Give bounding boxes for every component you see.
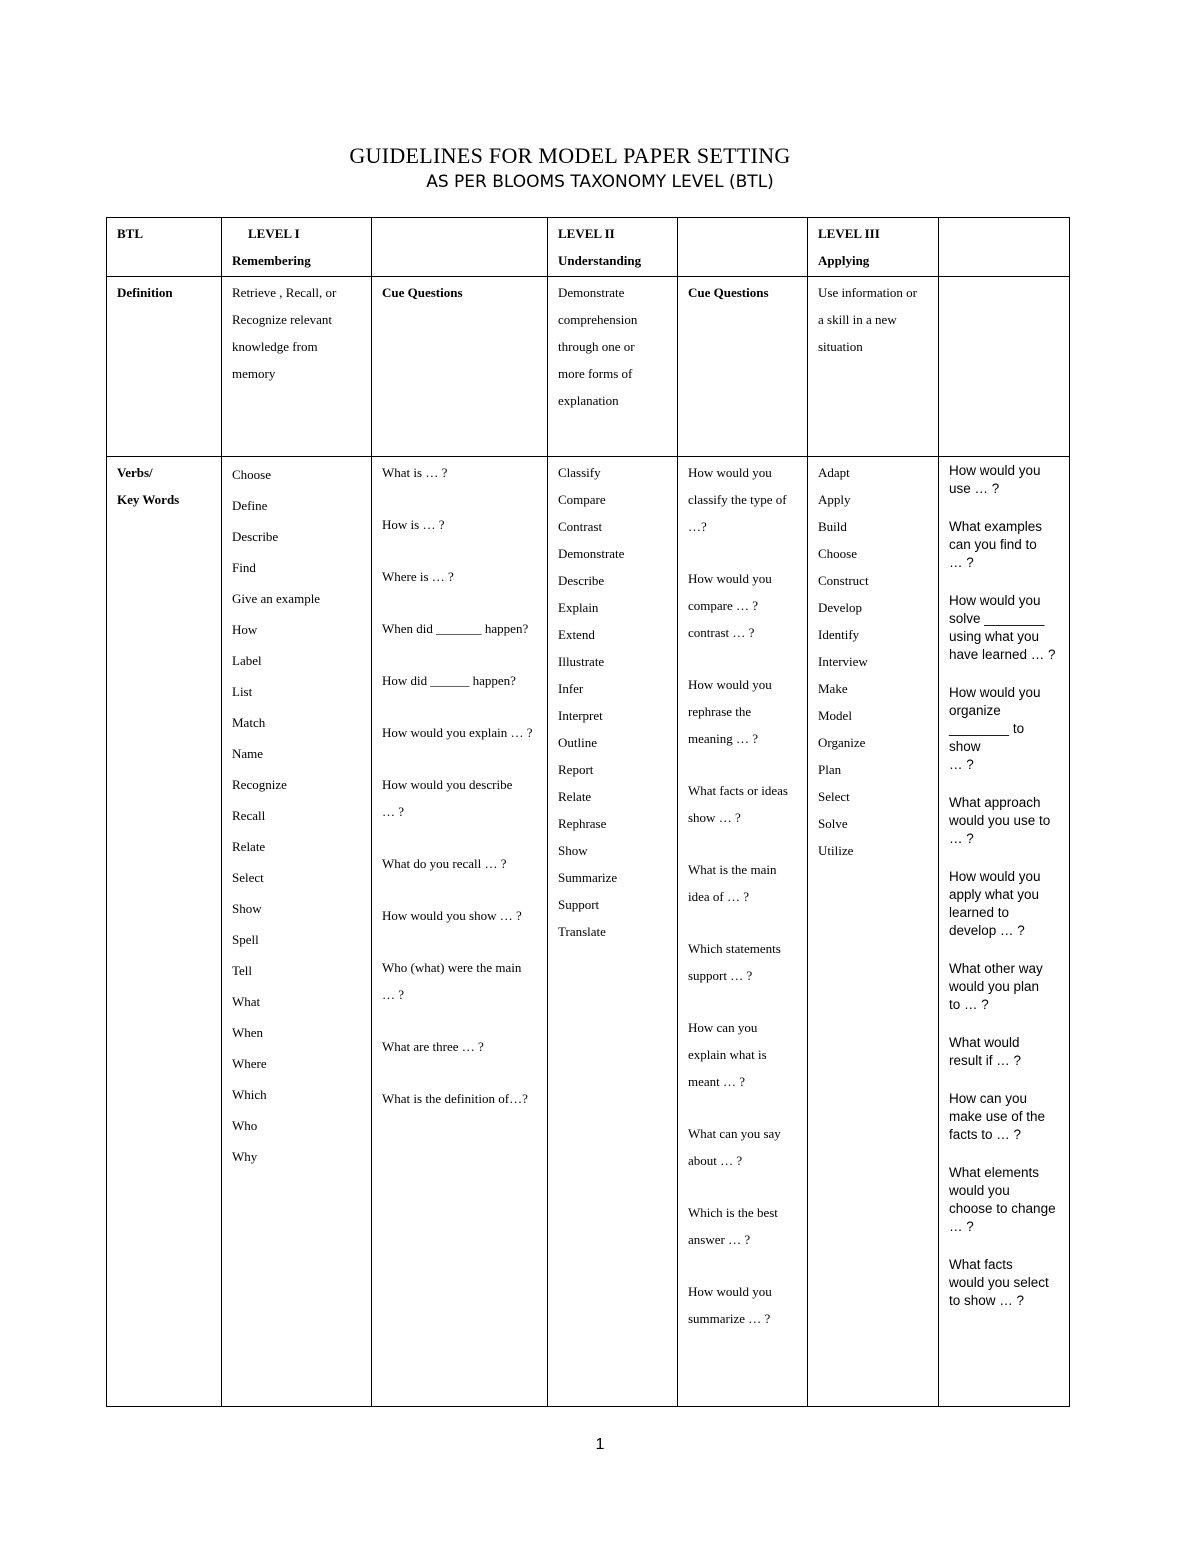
cue-question [382,511,537,538]
cue-question [382,850,537,877]
btl-table [106,217,1070,1407]
cue-question [949,592,1059,664]
cue-label-1-cell [372,277,548,457]
definition-row [107,277,1070,457]
cue-question [949,794,1059,848]
cue-question-line: meaning … ? [688,731,759,746]
cue-question-line: How would you [949,685,1041,700]
cue-question-line: Who (what) were the main [382,960,522,975]
cue-question-line: would you plan [949,979,1040,994]
cue-question [382,667,537,694]
level1-definition [222,277,372,457]
cue-question-line: What examples [949,519,1043,534]
list-item: Recall [232,808,266,823]
cue-question-line: How would you explain … ? [382,725,533,740]
cue-question-line: about … ? [688,1153,743,1168]
list-item: Contrast [558,519,603,534]
page-number: 1 [595,1436,605,1453]
list-item: Classify [558,465,601,480]
cue-question-line: How did ______ happen? [382,673,516,688]
list-item: Identify [818,627,860,642]
level1-name: Remembering [232,253,311,268]
cue-question-line: How can you [949,1091,1028,1106]
verbs-label-cell [107,457,222,1407]
cue-question [949,684,1059,774]
cue-question-line: What is the main [688,862,777,877]
cue-question-line: apply what you [949,887,1040,902]
list-item: Match [232,715,266,730]
cue-question-line: How would you describe [382,777,513,792]
cue-question-line: to show … ? [949,1293,1025,1308]
list-item: through one or [558,339,635,354]
level1-cues [372,457,548,1407]
list-item: Demonstrate [558,285,625,300]
list-item: Solve [818,816,848,831]
list-item: Who [232,1118,258,1133]
level2-cues [678,457,808,1407]
cue-question [949,1090,1059,1144]
cue-question-line: Where is … ? [382,569,454,584]
list-item: Recognize [232,777,287,792]
list-item: Compare [558,492,606,507]
cue-question-line: What do you recall … ? [382,856,507,871]
cue-question [949,1256,1059,1310]
list-item: Outline [558,735,597,750]
cue-question [688,1120,797,1174]
key-words-label: Key Words [117,492,180,507]
list-item: Select [232,870,264,885]
list-item: Interview [818,654,868,669]
cue-question-line: organize [949,703,1001,718]
cue-question [688,856,797,910]
cue-question [688,565,797,646]
list-item: Report [558,762,594,777]
cue-questions-label: Cue Questions [382,285,463,300]
cue-question-line: ________ to show [949,721,1025,754]
cue-question [688,1014,797,1095]
cue-question-line: How would you [949,593,1041,608]
cue-question-line: … ? [382,987,405,1002]
list-item: Choose [818,546,857,561]
cue-question [949,462,1059,498]
level1-label: LEVEL I [248,226,300,241]
list-item: Find [232,560,256,575]
level3-label: LEVEL III [818,226,880,241]
header-empty-2 [678,218,808,277]
cue-question [688,1199,797,1253]
cue-question-line: How would you [688,1284,772,1299]
list-item: Relate [232,839,266,854]
cue-question [688,1278,797,1332]
cue-questions-label: Cue Questions [688,285,769,300]
cue-question [382,1033,537,1060]
cue-question-line: to … ? [949,997,989,1012]
list-item: Construct [818,573,869,588]
list-item: Utilize [818,843,854,858]
list-item: Translate [558,924,606,939]
cue-question-line: What are three … ? [382,1039,484,1054]
cue-question-line: What facts [949,1257,1013,1272]
cue-question-line: What other way [949,961,1043,976]
list-item: Name [232,746,264,761]
cue-question [382,902,537,929]
list-item: Make [818,681,848,696]
list-item: Show [232,901,262,916]
list-item: Spell [232,932,259,947]
cue-question-line: would you select [949,1275,1049,1290]
list-item: Why [232,1149,258,1164]
cue-question-line: idea of … ? [688,889,750,904]
level3-verbs [808,457,939,1407]
list-item: knowledge from [232,339,318,354]
level3-name: Applying [818,253,870,268]
definition-empty-cell [939,277,1070,457]
list-item: Explain [558,600,599,615]
level3-definition [808,277,939,457]
list-item: Give an example [232,591,321,606]
cue-question-line: contrast … ? [688,625,755,640]
cue-question-line: rephrase the [688,704,752,719]
header-empty-3 [939,218,1070,277]
list-item: How [232,622,258,637]
list-item: situation [818,339,863,354]
list-item: memory [232,366,276,381]
cue-question-line: What would [949,1035,1020,1050]
cue-question [382,459,537,486]
header-row [107,218,1070,277]
cue-question-line: How would you [949,869,1041,884]
cue-question [382,563,537,590]
list-item: Organize [818,735,866,750]
list-item: Label [232,653,262,668]
cue-question-line: make use of the [949,1109,1046,1124]
cue-question [688,935,797,989]
cue-question-line: How is … ? [382,517,445,532]
cue-question [382,719,537,746]
cue-question-line: … ? [949,1219,974,1234]
list-item: Infer [558,681,584,696]
list-item: more forms of [558,366,633,381]
cue-question-line: choose to change [949,1201,1056,1216]
cue-question [949,868,1059,940]
list-item: Build [818,519,847,534]
list-item: Choose [232,467,271,482]
cue-question-line: … ? [949,555,974,570]
cue-question [688,671,797,752]
header-level1 [222,218,372,277]
cue-question-line: facts to … ? [949,1127,1022,1142]
cue-question-line: result if … ? [949,1053,1022,1068]
level3-cues [939,457,1070,1407]
list-item: Where [232,1056,267,1071]
list-item: explanation [558,393,619,408]
cue-question-line: …? [688,519,707,534]
cue-question-line: How can you [688,1020,758,1035]
definition-label: Definition [117,285,173,300]
list-item: Demonstrate [558,546,625,561]
cue-question-line: … ? [949,757,974,772]
header-level3 [808,218,939,277]
list-item: Rephrase [558,816,607,831]
document-title: GUIDELINES FOR MODEL PAPER SETTING [349,143,791,168]
list-item: comprehension [558,312,638,327]
list-item: Describe [232,529,279,544]
list-item: Which [232,1087,267,1102]
list-item: Recognize relevant [232,312,332,327]
level2-name: Understanding [558,253,642,268]
document-subtitle: AS PER BLOOMS TAXONOMY LEVEL (BTL) [426,172,774,192]
list-item: Support [558,897,600,912]
cue-question-line: compare … ? [688,598,759,613]
cue-question-line: develop … ? [949,923,1025,938]
cue-question-line: classify the type of [688,492,787,507]
list-item: Select [818,789,850,804]
cue-question-line: How would you [949,463,1041,478]
cue-question [949,1034,1059,1070]
cue-question [949,518,1059,572]
cue-question-line: can you find to [949,537,1037,552]
cue-question-line: How would you [688,465,772,480]
header-btl [107,218,222,277]
cue-question-line: What is … ? [382,465,448,480]
cue-question-line: What approach [949,795,1041,810]
cue-question-line: summarize … ? [688,1311,771,1326]
btl-label: BTL [117,226,144,241]
cue-question-line: What can you say [688,1126,781,1141]
cue-question-line: solve ________ [949,611,1045,626]
cue-label-2-cell [678,277,808,457]
cue-question-line: would you use to [949,813,1051,828]
cue-question-line: use … ? [949,481,1000,496]
list-item: Apply [818,492,851,507]
cue-question-line: … ? [949,831,974,846]
cue-question [382,1085,537,1112]
cue-question-line: How would you show … ? [382,908,522,923]
list-item: Extend [558,627,595,642]
cue-question-line: Which statements [688,941,781,956]
cue-question-line: meant … ? [688,1074,746,1089]
verbs-label: Verbs/ [117,465,153,480]
list-item: Define [232,498,268,513]
cue-question-line: explain what is [688,1047,767,1062]
cue-question-line: answer … ? [688,1232,751,1247]
cue-question-line: Which is the best [688,1205,778,1220]
cue-question [949,960,1059,1014]
cue-question-line: using what you [949,629,1040,644]
level1-verbs [222,457,372,1407]
list-item: Tell [232,963,253,978]
cue-question-line: … ? [382,804,405,819]
cue-question-line: would you [949,1183,1010,1198]
cue-question-line: support … ? [688,968,753,983]
list-item: When [232,1025,264,1040]
list-item: Model [818,708,852,723]
level2-verbs [548,457,678,1407]
cue-question [382,615,537,642]
cue-question [688,459,797,540]
cue-question-line: What is the definition of…? [382,1091,528,1106]
cue-question [949,1164,1059,1236]
list-item: Retrieve , Recall, or [232,285,337,300]
cue-question-line: How would you [688,571,772,586]
level2-label: LEVEL II [558,226,615,241]
list-item: Plan [818,762,842,777]
list-item: Describe [558,573,605,588]
cue-question-line: have learned … ? [949,647,1056,662]
definition-label-cell [107,277,222,457]
cue-question [688,777,797,831]
list-item: What [232,994,261,1009]
verbs-row [107,457,1070,1407]
list-item: List [232,684,253,699]
cue-question-line: When did _______ happen? [382,621,529,636]
list-item: Interpret [558,708,603,723]
list-item: Show [558,843,588,858]
list-item: Develop [818,600,863,615]
cue-question-line: learned to [949,905,1010,920]
level2-definition [548,277,678,457]
cue-question-line: show … ? [688,810,741,825]
list-item: Summarize [558,870,618,885]
list-item: Relate [558,789,592,804]
cue-question [382,771,537,825]
header-empty-1 [372,218,548,277]
cue-question-line: What facts or ideas [688,783,788,798]
header-level2 [548,218,678,277]
list-item: Adapt [818,465,850,480]
list-item: Illustrate [558,654,605,669]
list-item: Use information or [818,285,917,300]
cue-question-line: What elements [949,1165,1040,1180]
list-item: a skill in a new [818,312,897,327]
cue-question-line: How would you [688,677,772,692]
cue-question [382,954,537,1008]
